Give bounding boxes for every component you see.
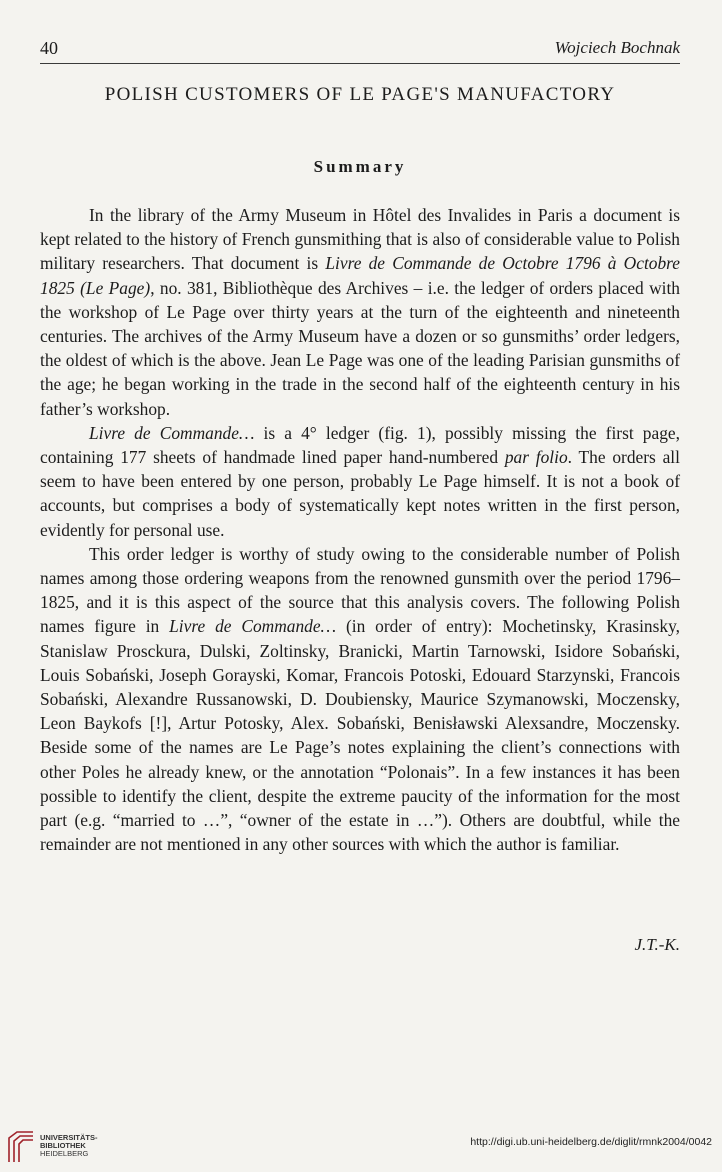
italic-title: Livre de Commande… bbox=[169, 616, 337, 637]
logo-strokes bbox=[9, 1132, 33, 1162]
summary-heading: Summary bbox=[313, 157, 407, 176]
text-run: . The orders all seem to have been entered by one person, probably Le Page himself. It is not a book of accounts, but comprises a body of systematically kept notes written in the first person, evidently for personal use. bbox=[40, 447, 680, 540]
footer bbox=[0, 1130, 722, 1164]
library-name-line: UNIVERSITÄTS- bbox=[40, 1133, 98, 1142]
library-name-line: BIBLIOTHEK bbox=[40, 1141, 86, 1150]
italic-term: par folio bbox=[504, 447, 568, 468]
paragraph-3 bbox=[40, 542, 680, 857]
paragraph-1 bbox=[40, 203, 680, 421]
article-title: POLISH CUSTOMERS OF LE PAGE'S MANUFACTORY bbox=[104, 84, 616, 105]
running-author: Wojciech Bochnak bbox=[554, 38, 680, 57]
italic-title: Livre de Commande de Octobre 1796 à Octobre 1825 (Le Page) bbox=[40, 253, 681, 298]
text-run: (in order of entry): Mochetinsky, Krasinsky, Stanislaw Prosckura, Dulski, Zoltinsky, Branicki, Martin Tarnowski, Isidore Sobański, Louis Sobański, Joseph Gorayski, Komar, Francois Potoski, Edouard Starzynski, Francois Sobański, Alexandre Russanowski, D. Doubiensky, Maurice Szymanowski, Moczensky, Leon Baykofs [!], Artur Potosky, Alex. Sobański, Benisławski Alexsandre, Moczensky. Beside some of the names are Le Page’s notes explaining the client’s connections with other Poles he already knew, or the annotation “Polonais”. In a few instances it has been possible to identify the client, despite the extreme paucity of the information for the most part (e.g. “married to …”, “owner of the estate in …”). Others are doubtful, while the remainder are not mentioned in any other sources with which the author is familiar. bbox=[40, 616, 680, 855]
logo-stroke bbox=[19, 1140, 33, 1162]
author-initials: J.T.-K. bbox=[634, 935, 680, 954]
text-run: , no. 381, Bibliothèque des Archives – i.e. the ledger of orders placed with the workshop of Le Page over thirty years at the turn of the eighteenth and nineteenth centuries. The archives of the Army Museum have a dozen or so gunsmiths’ order ledgers, the oldest of which is the above. Jean Le Page was one of the leading Parisian gunsmiths of the age; he began working in the trade in the second half of the eighteenth century in his father’s workshop. bbox=[40, 277, 681, 419]
page-number: 40 bbox=[40, 38, 58, 58]
text-run: is a 4° ledger (fig. 1), possibly missing the first page, containing 177 sheets of handmade lined paper hand-numbered bbox=[40, 422, 680, 468]
paragraph-2 bbox=[40, 421, 680, 542]
text-run: In the library of the Army Museum in Hôtel des Invalides in Paris a document is kept related to the history of French gunsmithing that is also of considerable value to Polish military researchers. That document is bbox=[40, 205, 680, 274]
summary-body bbox=[40, 203, 680, 856]
italic-title: Livre de Commande… bbox=[89, 422, 255, 443]
library-name-line: HEIDELBERG bbox=[40, 1149, 89, 1158]
source-url-link[interactable]: http://digi.ub.uni-heidelberg.de/diglit/rmnk2004/0042 bbox=[470, 1136, 712, 1148]
text-run: This order ledger is worthy of study owing to the considerable number of Polish names among those ordering weapons from the renowned gunsmith over the period 1796–1825, and it is this aspect of the source that this analysis covers. The following Polish names figure in bbox=[40, 543, 680, 637]
library-logo-icon bbox=[5, 1130, 37, 1164]
library-name bbox=[40, 1134, 98, 1158]
header-rule bbox=[40, 63, 680, 64]
